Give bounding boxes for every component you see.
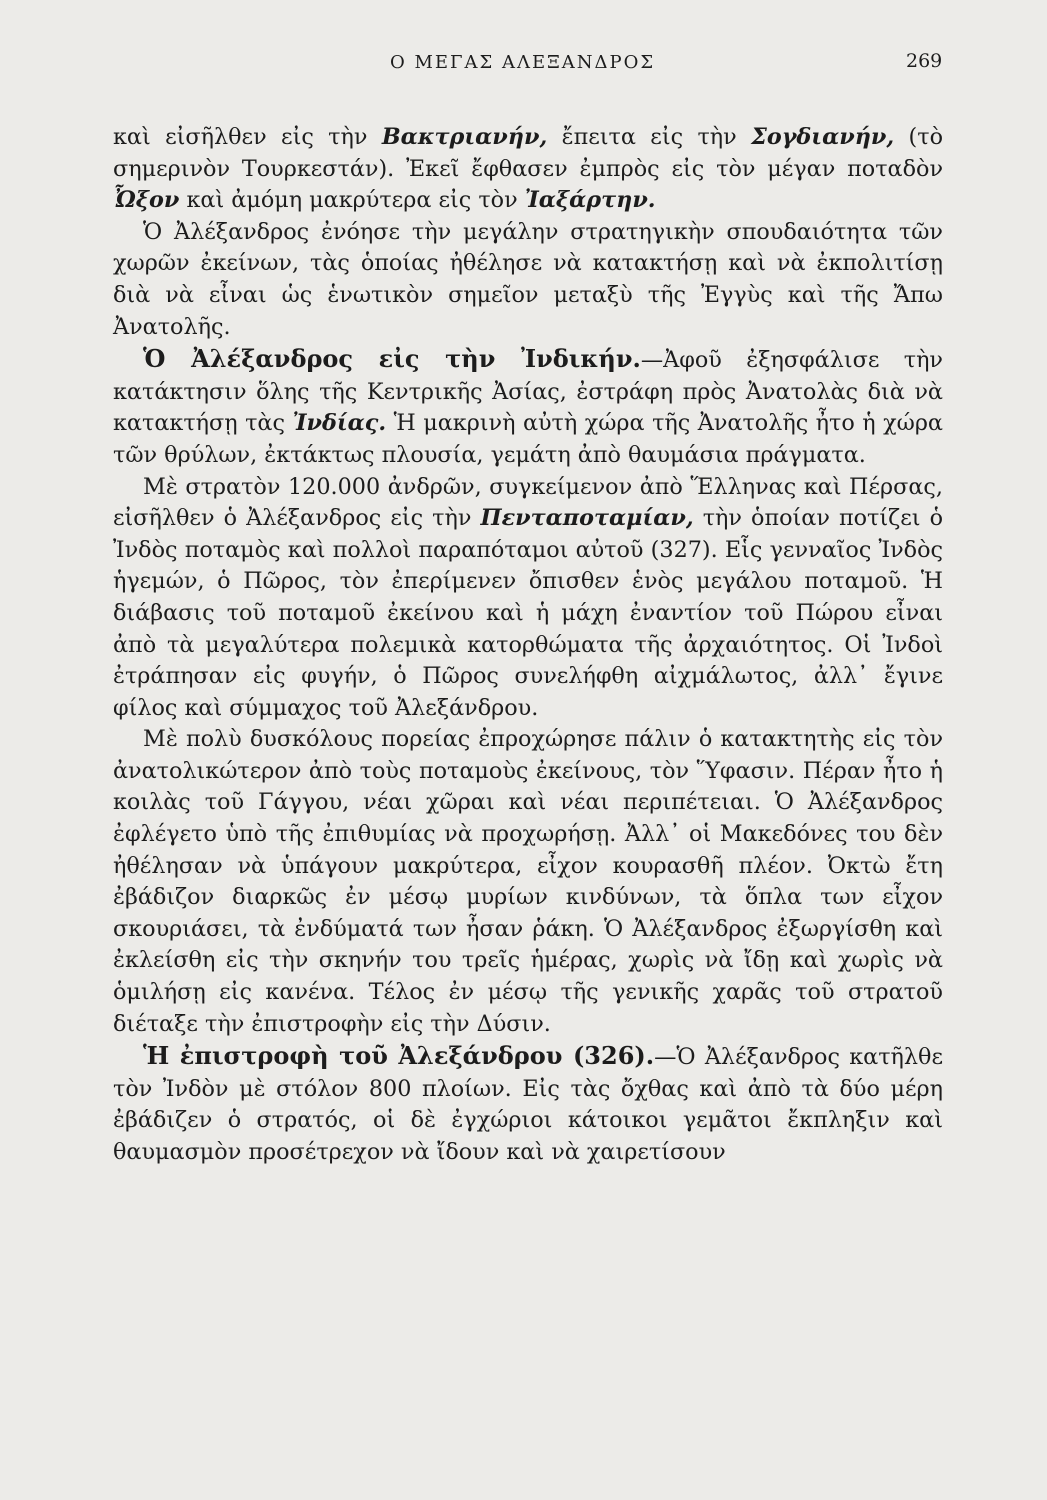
text-run: ἔπειτα εἰς τὴν	[547, 124, 752, 150]
emphasis-oxus: Ὦξον	[113, 187, 180, 214]
emphasis-jaxartes: Ἰαξάρτην.	[524, 187, 656, 214]
emphasis-bactria: Βακτριανήν,	[381, 124, 548, 150]
section-heading-return: Ἡ ἐπιστροφὴ τοῦ Ἀλεξάνδρου (326).	[143, 1041, 655, 1071]
text-run: (τὸ σημερινὸν Τουρκεστάν). Ἐκεῖ ἔφθασεν ἐμπρὸς εἰς τὸν μέγαν ποταδὸν	[113, 124, 944, 182]
text-run: Ἡ μακρινὴ αὐτὴ χώρα τῆς Ἀνατολῆς ἦτο ἡ χώρα τῶν θρύλων, ἐκτάκτως πλουσία, γεμάτη ἀπὸ θαυμάσια πράγματα.	[113, 410, 943, 468]
running-title: Ο ΜΕΓΑΣ ΑΛΕΞΑΝΔΡΟΣ	[390, 52, 656, 73]
text-run: καὶ ἀμόμη μακρύτερα εἰς τὸν	[179, 187, 525, 214]
text-run: Μὲ στρατὸν 120.000 ἀνδρῶν, συγκείμενον ἀπὸ Ἕλληνας καὶ Πέρσας, εἰσῆλθεν ὁ Ἀλέξανδρος εἰς τὴν	[113, 473, 943, 532]
page-number: 269	[906, 50, 943, 72]
paragraph-5: Μὲ πολὺ δυσκόλους πορείας ἐπροχώρησε πάλιν ὁ κατακτητὴς εἰς τὸν ἀνατολικώτερον ἀπὸ τοὺς ποταμοὺς ἐκείνους, τὸν Ὕφασιν. Πέραν ἦτο ἡ κοιλὰς τοῦ Γάγγου, νέαι χῶραι καὶ νέαι περιπέτειαι. Ὁ Ἀλέξανδρος ἐφλέγετο ὑπὸ τῆς ἐπιθυμίας νὰ προχωρήσῃ. Ἀλλ᾽ οἱ Μακεδόνες του δὲν ἠθέλησαν νὰ ὑπάγουν μακρύτερα, εἶχον κουρασθῆ πλέον. Ὀκτὼ ἔτη ἐβάδιζον διαρκῶς ἐν μέσῳ μυρίων κινδύνων, τὰ ὅπλα των εἶχον σκουριάσει, τὰ ἐνδύματά των ἦσαν ῥάκη. Ὁ Ἀλέξανδρος ἐξωργίσθη καὶ ἐκλείσθη εἰς τὴν σκηνήν του τρεῖς ἡμέρας, χωρὶς νὰ ἴδῃ καὶ χωρὶς νὰ ὁμιλήσῃ εἰς κανένα. Τέλος ἐν μέσῳ τῆς γενικῆς χαρᾶς τοῦ στρατοῦ διέταξε τὴν ἐπιστροφὴν εἰς τὴν Δύσιν.	[113, 726, 943, 1037]
text-run: τὴν ὁποίαν ποτίζει ὁ Ἰνδὸς ποταμὸς καὶ πολλοὶ παραπόταμοι αὐτοῦ (327). Εἷς γενναῖος Ἰνδὸς ἡγεμών, ὁ Πῶρος, τὸν ἐπερίμενεν ὄπισθεν ἑνὸς μεγάλου ποταμοῦ. Ἡ διάβασις τοῦ ποταμοῦ ἐκείνου καὶ ἡ μάχη ἐναντίον τοῦ Πώρου εἶναι ἀπὸ τὰ μεγαλύτερα πολεμικὰ κατορθώματα τῆς ἀρχαιότητος. Οἱ Ἰνδοὶ ἐτράπησαν εἰς φυγήν, ὁ Πῶρος συνελήφθη αἰχμάλωτος, ἀλλ᾽ ἔγινε φίλος καὶ σύμμαχος τοῦ Ἀλεξάνδρου.	[113, 505, 944, 721]
page-header	[0, 52, 1047, 78]
paragraph-2: Ὁ Ἀλέξανδρος ἐνόησε τὴν μεγάλην στρατηγικὴν σπουδαιότητα τῶν χωρῶν ἐκείνων, τὰς ὁποίας ἠθέλησε νὰ κατακτήσῃ καὶ νὰ ἐκπολιτίσῃ διὰ νὰ εἶναι ὡς ἑνωτικὸν σημεῖον μεταξὺ τῆς Ἐγγὺς καὶ τῆς Ἄπω Ἀνατολῆς.	[113, 218, 943, 340]
paragraph-3	[113, 343, 943, 471]
paragraph-1	[113, 122, 943, 217]
paragraph-6	[113, 1040, 943, 1168]
text-run: —Ἀφοῦ ἐξησφάλισε τὴν κατάκτησιν ὅλης τῆς Κεντρικῆς Ἀσίας, ἐστράφη πρὸς Ἀνατολὰς διὰ νὰ κατακτήσῃ τὰς	[113, 347, 943, 437]
section-heading-india: Ὁ Ἀλέξανδρος εἰς τὴν Ἰνδικήν.	[143, 344, 641, 374]
text-run: καὶ εἰσῆλθεν εἰς τὴν	[113, 124, 382, 150]
text-run: —Ὁ Ἀλέξανδρος κατῆλθε τὸν Ἰνδὸν μὲ στόλον 800 πλοίων. Εἰς τὰς ὄχθας καὶ ἀπὸ τὰ δύο μέρη ἐβάδιζεν ὁ στρατός, οἱ δὲ ἐγχώριοι κάτοικοι γεμᾶτοι ἔκπληξιν καὶ θαυμασμὸν προσέτρεχον νὰ ἴδουν καὶ νὰ χαιρετίσουν	[113, 1044, 944, 1165]
paragraph-4	[113, 472, 943, 725]
emphasis-sogdiana: Σογδιανήν,	[751, 124, 895, 150]
body-text	[113, 122, 943, 1169]
emphasis-indias: Ἰνδίας.	[292, 410, 387, 437]
emphasis-pentapotamia: Πενταποταμίαν,	[480, 505, 694, 532]
